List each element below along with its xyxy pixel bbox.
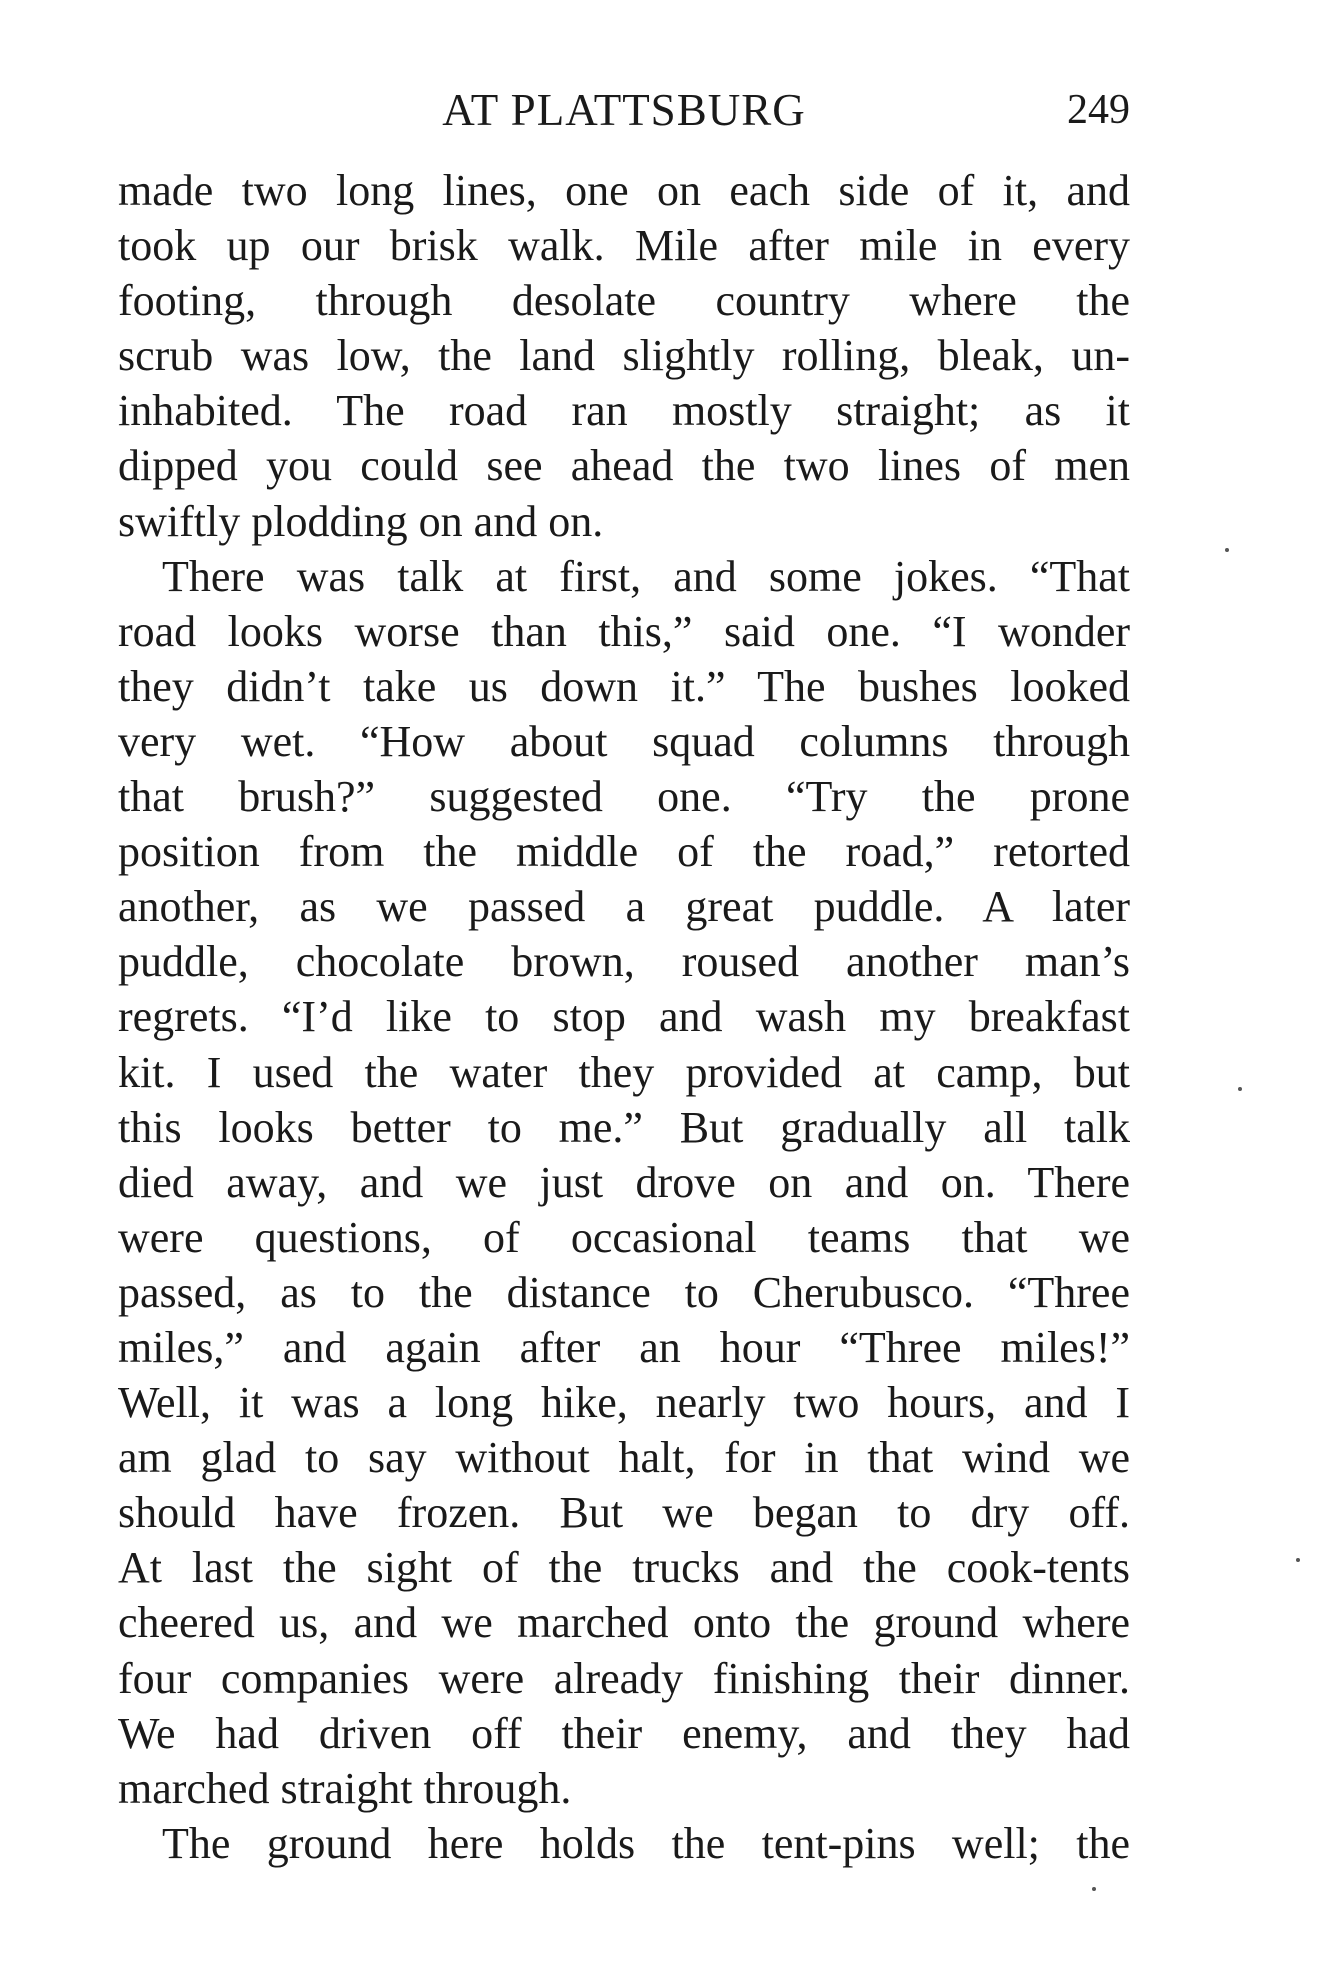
text-line: should have frozen. But we began to dry off.: [118, 1488, 1130, 1538]
text-line: died away, and we just drove on and on. There: [118, 1157, 1130, 1207]
text-line: were questions, of occasional teams that we: [118, 1212, 1130, 1262]
paper-speck: [1092, 1887, 1096, 1891]
text-line: road looks worse than this,” said one. “I wonder: [118, 606, 1130, 656]
text-line: regrets. “I’d like to stop and wash my breakfast: [118, 992, 1130, 1042]
running-title: AT PLATTSBURG: [442, 85, 806, 135]
text-line: scrub was low, the land slightly rolling, bleak, un-: [118, 331, 1130, 381]
text-line: dipped you could see ahead the two lines of men: [118, 441, 1130, 491]
paper-speck: [1225, 548, 1229, 552]
text-line: passed, as to the distance to Cherubusco. “Three: [118, 1267, 1130, 1317]
text-line: they didn’t take us down it.” The bushes looked: [118, 661, 1130, 711]
text-line: At last the sight of the trucks and the cook-tents: [118, 1543, 1130, 1593]
text-line: made two long lines, one on each side of it, and: [118, 166, 1130, 215]
body-text: [118, 163, 1130, 1871]
text-line: very wet. “How about squad columns through: [118, 716, 1130, 766]
text-line: this looks better to me.” But gradually all talk: [118, 1102, 1130, 1152]
text-line: that brush?” suggested one. “Try the prone: [118, 772, 1130, 822]
text-line: puddle, chocolate brown, roused another man’s: [118, 937, 1130, 987]
text-line: four companies were already finishing their dinner.: [118, 1653, 1130, 1703]
paper-speck: [1238, 1087, 1242, 1091]
text-line: There was talk at first, and some jokes. “That: [162, 551, 1130, 601]
text-line: Well, it was a long hike, nearly two hours, and I: [118, 1378, 1130, 1428]
text-line: am glad to say without halt, for in that wind we: [118, 1433, 1130, 1483]
text-line: took up our brisk walk. Mile after mile in every: [118, 221, 1130, 271]
text-line: kit. I used the water they provided at camp, but: [118, 1047, 1130, 1097]
text-line: footing, through desolate country where the: [118, 276, 1130, 326]
paper-speck: [1296, 1558, 1300, 1562]
text-line: We had driven off their enemy, and they had: [118, 1708, 1130, 1758]
text-line: The ground here holds the tent-pins well; the: [162, 1818, 1130, 1868]
page-number: 249: [1067, 87, 1130, 133]
text-line: marched straight through.: [118, 1763, 572, 1813]
text-line: swiftly plodding on and on.: [118, 496, 604, 546]
text-line: inhabited. The road ran mostly straight; as it: [118, 386, 1130, 436]
text-line: another, as we passed a great puddle. A later: [118, 882, 1130, 932]
text-line: miles,” and again after an hour “Three miles!”: [118, 1322, 1130, 1372]
text-line: position from the middle of the road,” retorted: [118, 827, 1130, 877]
running-head: [118, 78, 1130, 142]
text-line: cheered us, and we marched onto the ground where: [118, 1598, 1130, 1648]
